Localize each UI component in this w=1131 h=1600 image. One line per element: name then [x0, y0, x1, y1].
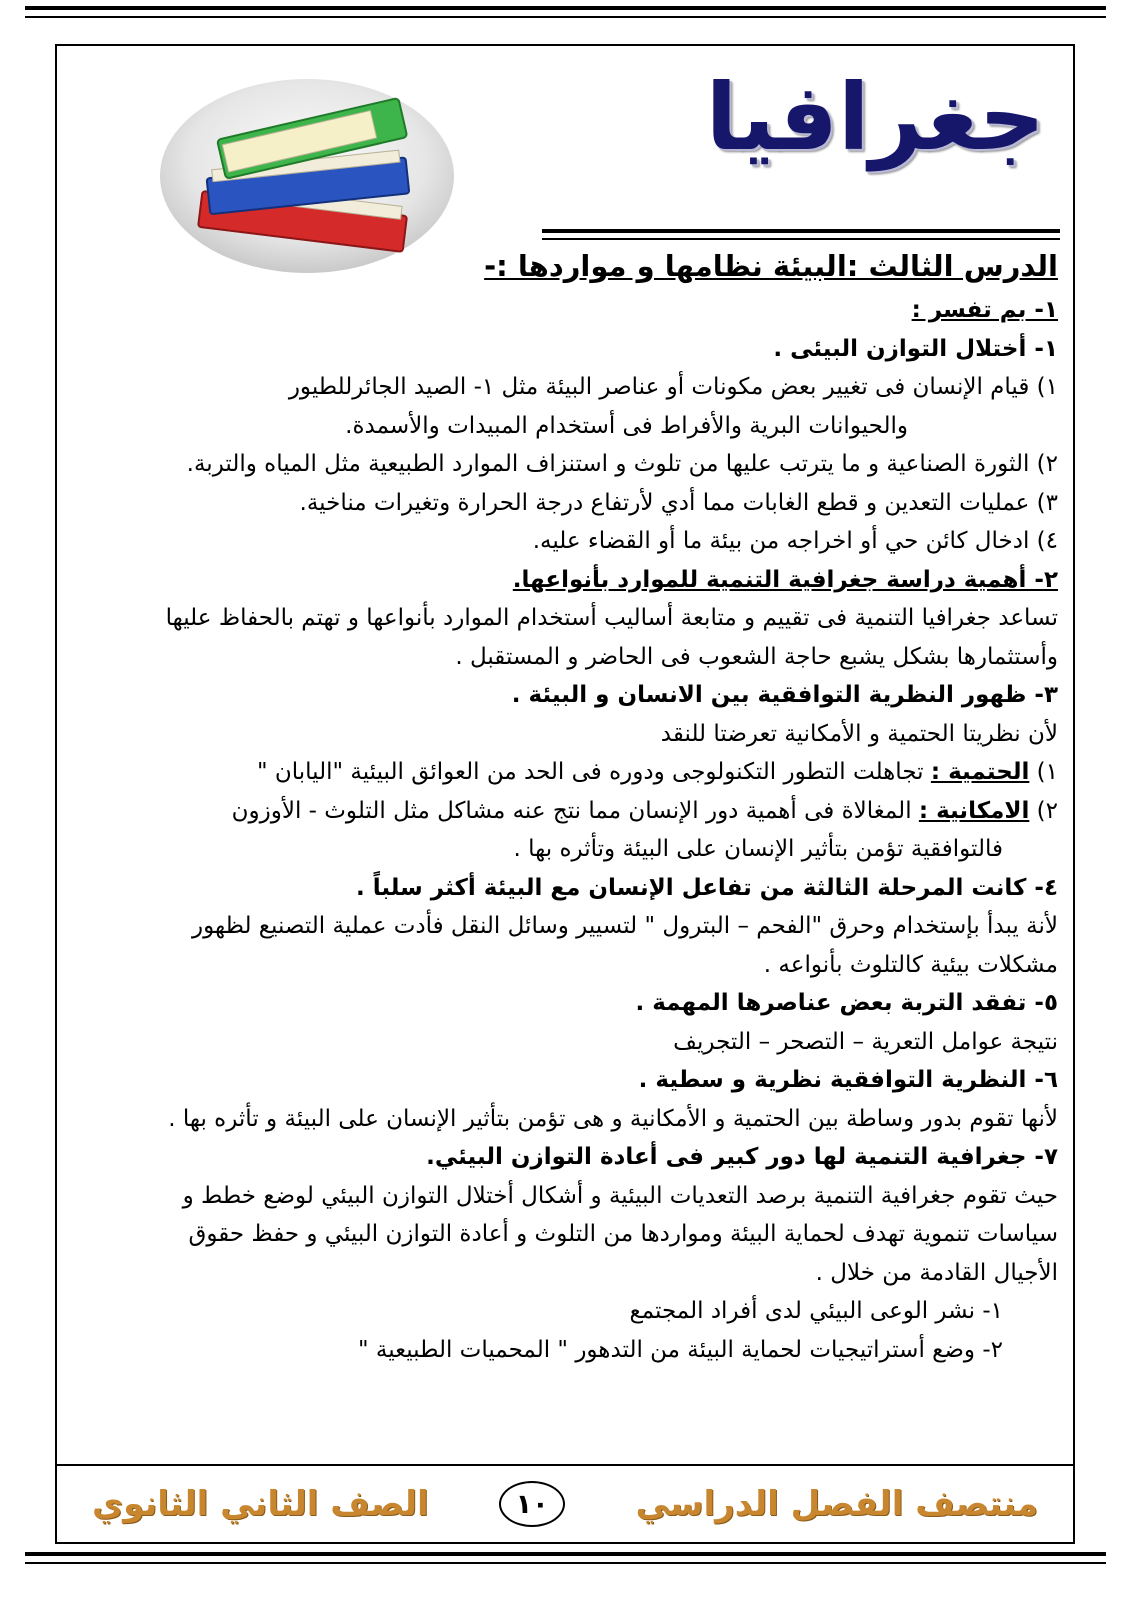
- text-segment: وأستثمارها بشكل يشبع حاجة الشعوب فى الحاضر و المستقبل .: [455, 643, 1058, 670]
- text-line: [69, 1254, 1058, 1293]
- bottom-rule-2: [25, 1562, 1106, 1564]
- text-line: [69, 1331, 1058, 1370]
- text-segment: ٢- وضع أستراتيجيات لحماية البيئة من التدهور " المحميات الطبيعية ": [357, 1336, 1003, 1363]
- text-segment: حيث تقوم جغرافية التنمية برصد التعديات البيئية و أشكال أختلال التوازن البيئي لوضع خطط و: [182, 1182, 1058, 1209]
- text-segment: المغالاة فى أهمية دور الإنسان مما نتج عنه مشاكل مثل التلوث - الأوزون: [231, 797, 919, 824]
- text-line: [69, 792, 1058, 831]
- text-line: [69, 715, 1058, 754]
- text-segment: ٦- النظرية التوافقية نظرية و سطية .: [638, 1067, 1058, 1093]
- page-border-frame: [55, 44, 1075, 1544]
- text-line: [69, 638, 1058, 677]
- text-line: [69, 330, 1058, 369]
- text-segment: سياسات تنموية تهدف لحماية البيئة ومواردها من التلوث و أعادة التوازن البيئي و حفظ حقوق: [188, 1221, 1058, 1247]
- text-line: [69, 676, 1058, 715]
- text-segment: ٣) عمليات التعدين و قطع الغابات مما أدي لأرتفاع درجة الحرارة وتغيرات مناخية.: [299, 489, 1058, 516]
- body-text: [69, 291, 1058, 1369]
- text-segment: الامكانية :: [918, 797, 1030, 824]
- text-line: [69, 946, 1058, 985]
- text-segment: والحيوانات البرية والأفراط فى أستخدام المبيدات والأسمدة.: [345, 412, 908, 439]
- text-line: [69, 1177, 1058, 1216]
- lesson-heading: الدرس الثالث :البيئة نظامها و مواردها :-: [484, 249, 1058, 283]
- text-line: [69, 291, 1058, 330]
- text-segment: الأجيال القادمة من خلال .: [815, 1259, 1058, 1286]
- text-line: [69, 407, 1058, 446]
- text-line: [69, 753, 1058, 792]
- bottom-rule-1: [25, 1552, 1106, 1556]
- page-number-badge: ١٠: [499, 1481, 565, 1527]
- text-line: [69, 1023, 1058, 1062]
- text-line: [69, 522, 1058, 561]
- text-line: [69, 907, 1058, 946]
- text-segment: ٢) الثورة الصناعية و ما يترتب عليها من تلوث و استنزاف الموارد الطبيعية مثل المياه والتربة.: [186, 451, 1058, 477]
- text-segment: لأن نظريتا الحتمية و الأمكانية تعرضتا للنقد: [660, 720, 1058, 747]
- text-segment: ٧- جغرافية التنمية لها دور كبير فى أعادة التوازن البيئي.: [426, 1144, 1058, 1170]
- text-line: [69, 1292, 1058, 1331]
- text-line: [69, 984, 1058, 1023]
- top-rule-1: [25, 6, 1106, 10]
- text-segment: تساعد جغرافيا التنمية فى تقييم و متابعة أساليب أستخدام الموارد بأنواعها و تهتم بالحفاظ عليها: [165, 605, 1058, 631]
- title-underline-bottom: [542, 238, 1060, 240]
- text-segment: ٥- تفقد التربة بعض عناصرها المهمة .: [635, 990, 1058, 1016]
- text-segment: ١) قيام الإنسان فى تغيير بعض مكونات أو عناصر البيئة مثل ١- الصيد الجائرللطيور: [288, 374, 1058, 400]
- text-segment: ٢- أهمية دراسة جغرافية التنمية للموارد بأنواعها.: [512, 566, 1058, 593]
- text-line: [69, 445, 1058, 484]
- text-segment: ٢): [1029, 797, 1058, 824]
- text-segment: ١- بم تفسر :: [911, 297, 1058, 323]
- text-line: [69, 599, 1058, 638]
- text-segment: نتيجة عوامل التعرية – التصحر – التجريف: [673, 1028, 1058, 1055]
- text-segment: الحتمية :: [930, 759, 1030, 785]
- page-title: جغرافيا: [705, 64, 1045, 171]
- title-underline-top: [542, 229, 1060, 233]
- top-rule-2: [25, 16, 1106, 18]
- text-line: [69, 484, 1058, 523]
- text-line: [69, 1138, 1058, 1177]
- text-segment: تجاهلت التطور التكنولوجى ودوره فى الحد من العوائق البيئية "اليابان ": [256, 759, 931, 785]
- text-segment: ٤) ادخال كائن حي أو اخراجه من بيئة ما أو القضاء عليه.: [532, 528, 1058, 554]
- footer-band: [57, 1464, 1073, 1542]
- text-segment: فالتوافقية تؤمن بتأثير الإنسان على البيئة وتأثره بها .: [513, 836, 1003, 862]
- books-clipart: [157, 76, 457, 280]
- text-line: [69, 1100, 1058, 1139]
- text-line: [69, 561, 1058, 600]
- text-segment: لأنة يبدأ بإستخدام وحرق "الفحم – البترول " لتسيير وسائل النقل فأدت عملية التصنيع لظهور: [192, 913, 1058, 939]
- text-line: [69, 830, 1058, 869]
- text-segment: ١- نشر الوعى البيئي لدى أفراد المجتمع: [629, 1298, 1003, 1324]
- text-line: [69, 368, 1058, 407]
- footer-grade-label: الصف الثاني الثانوي: [92, 1484, 429, 1524]
- text-line: [69, 1215, 1058, 1254]
- text-segment: ٣- ظهور النظرية التوافقية بين الانسان و البيئة .: [511, 682, 1058, 708]
- text-segment: ٤- كانت المرحلة الثالثة من تفاعل الإنسان مع البيئة أكثر سلباً .: [356, 874, 1058, 901]
- text-segment: لأنها تقوم بدور وساطة بين الحتمية و الأمكانية و هى تؤمن بتأثير الإنسان على البيئة و تأثره بها .: [168, 1105, 1058, 1132]
- text-line: [69, 1061, 1058, 1100]
- text-segment: ١- أختلال التوازن البيئى .: [773, 335, 1058, 362]
- text-segment: ١): [1029, 759, 1058, 785]
- text-line: [69, 869, 1058, 908]
- text-segment: مشكلات بيئية كالتلوث بأنواعه .: [763, 951, 1058, 978]
- footer-course-label: منتصف الفصل الدراسي: [635, 1484, 1038, 1524]
